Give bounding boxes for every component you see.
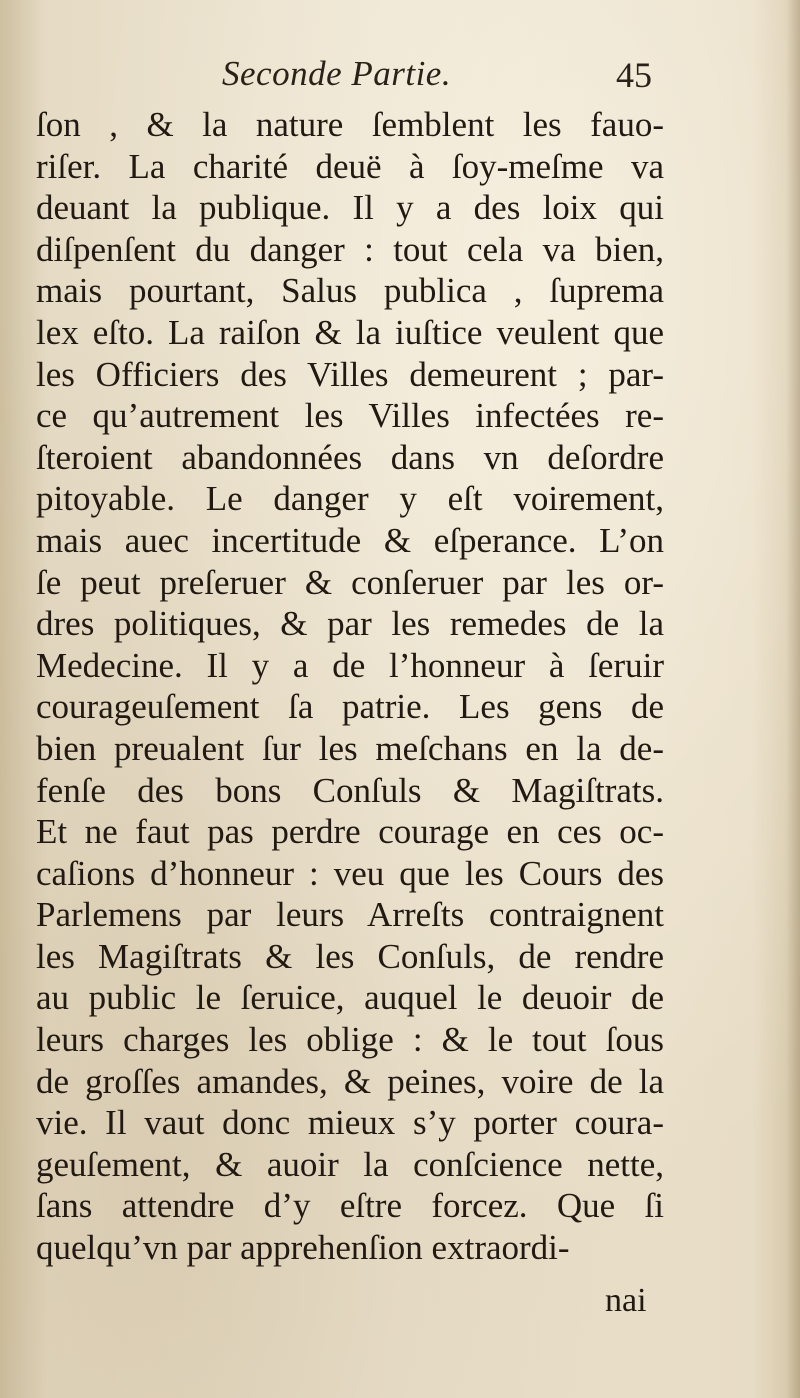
text-line: de groſſes amandes, & peines, voire de la bbox=[36, 1061, 664, 1101]
text-line: pitoyable. Le danger y eſt voirement, bbox=[36, 479, 664, 519]
text-line: geuſement, & auoir la conſcience nette, bbox=[36, 1144, 664, 1184]
text-line: ſteroient abandonnées dans vn deſordre bbox=[36, 437, 664, 477]
text-line: mais pourtant, Salus publica , ſuprema bbox=[36, 271, 664, 311]
text-line: les Magiſtrats & les Conſuls, de rendre bbox=[36, 936, 664, 976]
page-number: 45 bbox=[616, 55, 652, 95]
text-line: quelqu’vn par apprehenſion extraordi- bbox=[36, 1228, 570, 1268]
page-header bbox=[0, 48, 800, 108]
text-line: Et ne faut pas perdre courage en ces oc- bbox=[36, 812, 664, 852]
catchword: nai bbox=[605, 1282, 647, 1319]
text-line: ce qu’autrement les Villes infectées re- bbox=[36, 396, 664, 436]
text-line: riſer. La charité deuë à ſoy-meſme va bbox=[36, 146, 664, 186]
text-line: ſans attendre d’y eſtre forcez. Que ſi bbox=[36, 1186, 664, 1226]
text-line: deuant la publique. Il y a des loix qui bbox=[36, 188, 664, 228]
text-line: Medecine. Il y a de l’honneur à ſeruir bbox=[36, 645, 664, 685]
text-line: les Officiers des Villes demeurent ; par- bbox=[36, 354, 664, 394]
text-line: caſions d’honneur : veu que les Cours des bbox=[36, 853, 664, 893]
text-line: Parlemens par leurs Arreſts contraignent bbox=[36, 895, 664, 935]
running-head: Seconde Partie. bbox=[222, 54, 452, 93]
text-line: bien preualent ſur les meſchans en la de- bbox=[36, 728, 664, 768]
text-line: au public le ſeruice, auquel le deuoir de bbox=[36, 978, 664, 1018]
text-line: leurs charges les oblige : & le tout ſous bbox=[36, 1020, 664, 1060]
text-line: ſon , & la nature ſemblent les fauo- bbox=[36, 105, 664, 144]
text-line: courageuſement ſa patrie. Les gens de bbox=[36, 687, 664, 727]
text-line: diſpenſent du danger : tout cela va bien, bbox=[36, 229, 664, 269]
text-line: ſe peut preſeruer & conſeruer par les or- bbox=[36, 562, 664, 602]
text-line: lex eſto. La raiſon & la iuſtice veulent que bbox=[36, 312, 664, 352]
text-line: fenſe des bons Conſuls & Magiſtrats. bbox=[36, 770, 664, 810]
text-line: dres politiques, & par les remedes de la bbox=[36, 604, 664, 644]
text-line: vie. Il vaut donc mieux s’y porter coura- bbox=[36, 1103, 664, 1143]
body-text bbox=[36, 104, 664, 1269]
text-line: mais auec incertitude & eſperance. L’on bbox=[36, 520, 664, 560]
